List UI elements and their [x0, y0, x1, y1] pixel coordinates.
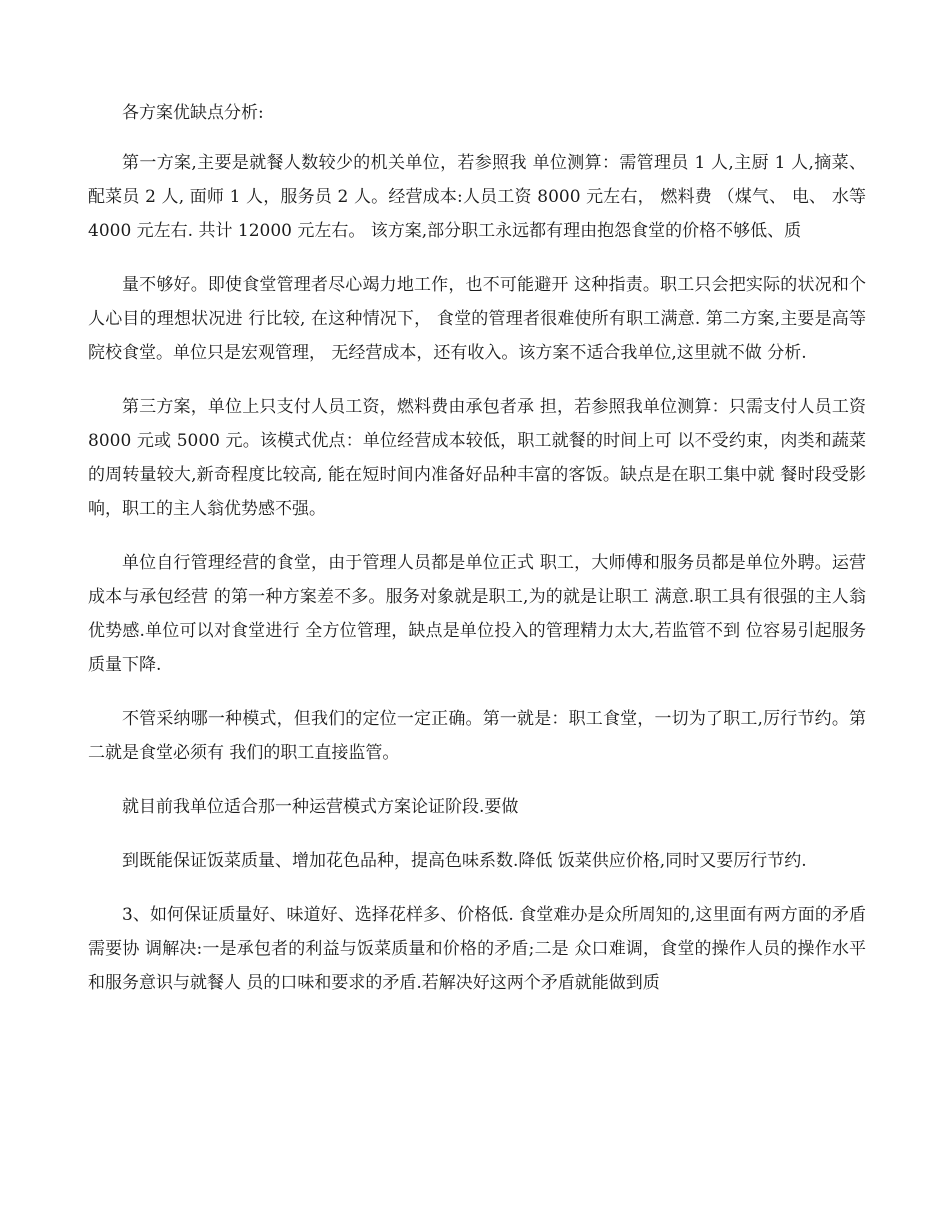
paragraph-plan-one: 第一方案,主要是就餐人数较少的机关单位，若参照我 单位测算：需管理员 1 人,主厨 1 人,摘菜、配菜员 2 人, 面师 1 人，服务员 2 人。经营成本:人员工资 8000 元左右， 燃料费 （煤气、 电、 水等 4000 元左右. 共计 12000 元左右。 该方案,部分职工永远都有理由抱怨食堂的价格不够低、质 [88, 153, 866, 241]
paragraph-self-managed: 单位自行管理经营的食堂，由于管理人员都是单位正式 职工，大师傅和服务员都是单位外聘。运营成本与承包经营 的第一种方案差不多。服务对象就是职工,为的就是让职工 满意.职工具有很强的主人翁优势感.单位可以对食堂进行 全方位管理，缺点是单位投入的管理精力太大,若监管不到 位容易引起服务质量下降. [88, 553, 866, 675]
paragraph-goal: 到既能保证饭菜质量、增加花色品种，提高色味系数.降低 饭菜供应价格,同时又要厉行节约. [122, 851, 807, 871]
section-heading: 各方案优缺点分析: [122, 103, 264, 123]
paragraph-plan-two: 量不够好。即使食堂管理者尽心竭力地工作，也不可能避开 这种指责。职工只会把实际的状况和个人心目的理想状况进 行比较, 在这种情况下， 食堂的管理者很难使所有职工满意. 第二方案,主要是高等院校食堂。单位只是宏观管理， 无经营成本，还有收入。该方案不适合我单位,这里就不做 分析. [88, 275, 866, 363]
paragraph-positioning: 不管采纳哪一种模式，但我们的定位一定正确。第一就是：职工食堂，一切为了职工,厉行节约。第二就是食堂必须有 我们的职工直接监管。 [88, 709, 866, 763]
paragraph-quality: 3、如何保证质量好、味道好、选择花样多、价格低. 食堂难办是众所周知的,这里面有两方面的矛盾需要协 调解决:一是承包者的利益与饭菜质量和价格的矛盾;二是 众口难调，食堂的操作人员的操作水平和服务意识与就餐人 员的口味和要求的矛盾.若解决好这两个矛盾就能做到质 [88, 905, 866, 993]
paragraph-plan-three: 第三方案，单位上只支付人员工资，燃料费由承包者承 担，若参照我单位测算：只需支付人员工资 8000 元或 5000 元。该模式优点：单位经营成本较低，职工就餐的时间上可 以不受约束，肉类和蔬菜的周转量较大,新奇程度比较高, 能在短时间内准备好品种丰富的客饭。缺点是在职工集中就 餐时段受影响，职工的主人翁优势感不强。 [88, 397, 866, 519]
paragraph-current-plan: 就目前我单位适合那一种运营模式方案论证阶段.要做 [122, 797, 519, 817]
